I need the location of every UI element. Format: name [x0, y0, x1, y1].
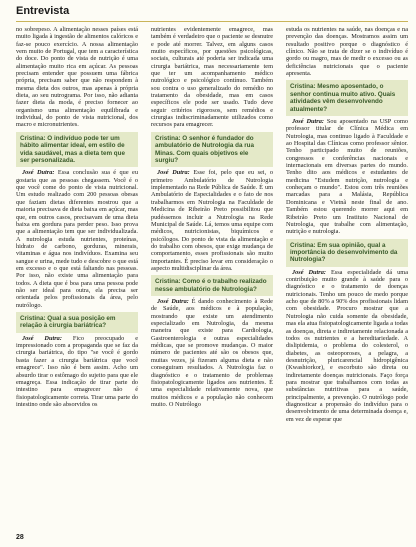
page-header: [16, 4, 408, 18]
answer-paragraph: [286, 269, 408, 423]
speaker-label: José Dutra:: [292, 118, 324, 126]
article-body: [16, 26, 408, 531]
speaker-label: José Dutra:: [292, 268, 326, 276]
paragraph: estuda os nutrientes na saúde, nas doenças e na prevenção das doenças. Mostramos assim um resultado positivo porque o diagnóstico é clínico. Não se trata de dizer se o indivíduo é gordo ou magro, mas de medir o excesso ou as deficiências nutricionais que o paciente apresenta.: [286, 26, 408, 78]
speaker-label: José Dutra:: [22, 169, 55, 177]
question-box: Cristina: O senhor é fundador do ambulatório de Nutrologia da rua Minas. Com quais objetivos ele surgiu?: [151, 132, 273, 168]
paragraph: no sobrepeso. A alimentação nesses países está muito ligada à ingestão de alimentos calóricos e faz-se pouco exercício. A nossa alimentação vem muito de Portugal, que tem a característica do doce. Do ponto de vista de nutrição é uma alimentação muito rica em açúcar. As pessoas precisam entender que possuem uma fábrica própria, precisam saber que não respondem à mesma dieta dos outros, mas apenas à própria dieta, ao seu nutrograma. Por isso, não adianta fazer dieta da moda, é preciso fornecer ao organismo uma alimentação equilibrada e individual, do ponto de vista nutricional, dos macro e micronutrientes.: [16, 26, 138, 129]
answer-paragraph: [151, 169, 273, 272]
answer-text: Essa conclusão sua é que eu gostaria que as pessoas chegassem. Você é o que você come do ponto de vista nutricional. Um estudo realizado com 200 pessoas obesas que faziam dietas diferentes mostrou que a maioria precisava de dieta baixa em açúcar, mas que, em outros casos, precisavam de uma dieta baixa em gordura para perder peso. Isso prova que a alimentação tem que ser individualizada. A nutrologia estuda nutrientes, proteínas, hidrato de carbono, gorduras, minerais, vitaminas e água nos indivíduos. Examina seu sangue e urina, mede tudo e descobre o que está em excesso e o que está faltando nas pessoas. Por isso, não existe uma alimentação para todos. A dieta que é boa para uma pessoa pode não ser ideal para outra, ela precisa ser orientada pelos profissionais da área, pelo nutrólogo.: [16, 169, 138, 309]
question-box: Cristina: Como é o trabalho realizado nesse ambulatório de Nutrologia?: [151, 275, 273, 296]
section-title: Entrevista: [16, 5, 70, 17]
question-box: Cristina: Mesmo aposentado, o senhor continua muito ativo. Quais atividades vêm desenvolvendo atualmente?: [286, 80, 408, 116]
page-number: 28: [16, 534, 24, 541]
question-box: Cristina: Em sua opinião, qual a importância do desenvolvimento da Nutrologia?: [286, 239, 408, 267]
answer-paragraph: [16, 335, 138, 408]
answer-text: Essa especialidade dá uma contribuição muito grande à saúde para o diagnóstico e o tratamento de doenças nutricionais. Tenho um pouco de medo porque acho que de 80% a 90% dos profissionais lidam com obesidade. Procuro mostrar que a Nutrologia não cuida somente da obesidade, mas ela atua fisiopatologicamente ligada a todas as doenças, direta e indiretamente relacionada a todos os nutrientes e a hereditariedade. A dislipidemia, o problema do colesterol, o diabetes, as osteoporoses, a pelagra, a desnutrição, pluricarencial hidropigênica (Kwashiorkor), e escorbuto são direta ou indiretamente doenças nutricionais. Faço força para mostrar que trabalhamos com todas as substâncias nutritivas para a saúde, principalmente, a prevenção. O nutrólogo pode diagnosticar a propensão do indivíduo para o desenvolvimento de uma determinada doença e, em vez de esperar que: [286, 268, 408, 423]
answer-paragraph: [16, 169, 138, 309]
paragraph: nutrientes evidentemente emagrece, mas também é verdadeiro que o paciente se desnutre e pode até morrer. Talvez, em alguns casos muito específicos, por questões psicológicas, sociais, culturais até poderia ser indicada uma cirurgia bariátrica, mas necessariamente tem que ter um acompanhamento médico nutrológico e psicológico contínuo. Também sou contra o uso generalizado do remédio no tratamento da obesidade, mas em casos específicos ele pode ser usado. Tudo deve seguir critérios rigorosos, sem remédios e cirurgias indiscriminadamente utilizados como recursos para emagrecer.: [151, 26, 273, 129]
header-rule: [16, 21, 408, 22]
column-2: [151, 26, 273, 531]
speaker-label: José Dutra:: [157, 169, 190, 177]
speaker-label: José Dutra:: [22, 334, 62, 342]
answer-text: Esse foi, pelo que eu sei, o primeiro Ambulatório de Nutrologia implementado na Rede Pública de Saúde. É um Ambulatório de Especialidades e o fato de nos trabalharmos em Nutrologia na Faculdade de Medicina de Ribeirão Preto possibilitou que pudéssemos incluir a Nutrologia na Rede Municipal de Saúde. Lá, temos uma equipe com médicos, nutricionistas, biquímicos e psicólogos. Do ponto de vista da alimentação e do trabalho com obesos, que exige mudança de comportamento, esses profissionais são muito importantes. É preciso levar em consideração o aspecto multidisciplinar da área.: [151, 169, 273, 272]
question-box: Cristina: Qual a sua posição em relação à cirurgia bariátrica?: [16, 312, 138, 333]
answer-text: Sou aposentado na USP como professor titular de Clínica Médica em Nutrologia, mas continuo ligado à Faculdade e ao Hospital das Clínicas como professor sênior. Tenho participado muito de reuniões, congressos e conferências nacionais e internacionais em diversas partes do mundo. Tenho dito aos médicos e estudantes de medicina "Estudem nutrição, nutrologia e conheçam o mundo". Estou com três reuniões marcadas para a Malásia, República Dominicana e Vietnã neste final de ano. Também estou querendo morrer aqui em Ribeirão Preto um Instituto Nacional de Nutrologia, que trabalhe com alimentação, nutrição e nutrologia.: [286, 118, 408, 236]
answer-paragraph: [151, 298, 273, 408]
answer-paragraph: [286, 118, 408, 236]
speaker-label: José Dutra:: [157, 298, 189, 306]
column-1: [16, 26, 138, 531]
question-box: Cristina: O indivíduo pode ter um hábito alimentar ideal, em estilo de vida saudável, mas a dieta tem que ser personalizada.: [16, 132, 138, 168]
answer-text: É dando conhecimento à Rede de Saúde, aos médicos e à população, mostrando que existe um atendimento especializado em Nutrologia, da mesma maneira que existe para Cardiologia, Gastroenterologia e outras especialidades médicas, que se promove mudanças. O maior número de pacientes até são os obesos que, muitas vezes, já fizeram alguma dieta e não conseguiram resultados. A Nutrologia faz o diagnóstico e o tratamento de problemas fisiopatologicamente ligados aos nutrientes. É uma especialidade relativamente nova, que muitos médicos e a população não conhecem muito. O Nutrólogo: [151, 298, 273, 408]
answer-text: Fico preocupado e impressionado com a propaganda que se faz da cirurgia bariátrica, do tipo "se você é gordo basta fazer a cirurgia bariátrica que você emagrece". Isso não é bem assim. Acho um absurdo tirar o estômago do sujeito para que ele emagreça. Essa indicação de tirar parte do intestino para emagrecer não é fisiopatologicamente correta. Tirar uma parte do intestino onde são absorvidos os: [16, 334, 138, 408]
column-3: [286, 26, 408, 531]
